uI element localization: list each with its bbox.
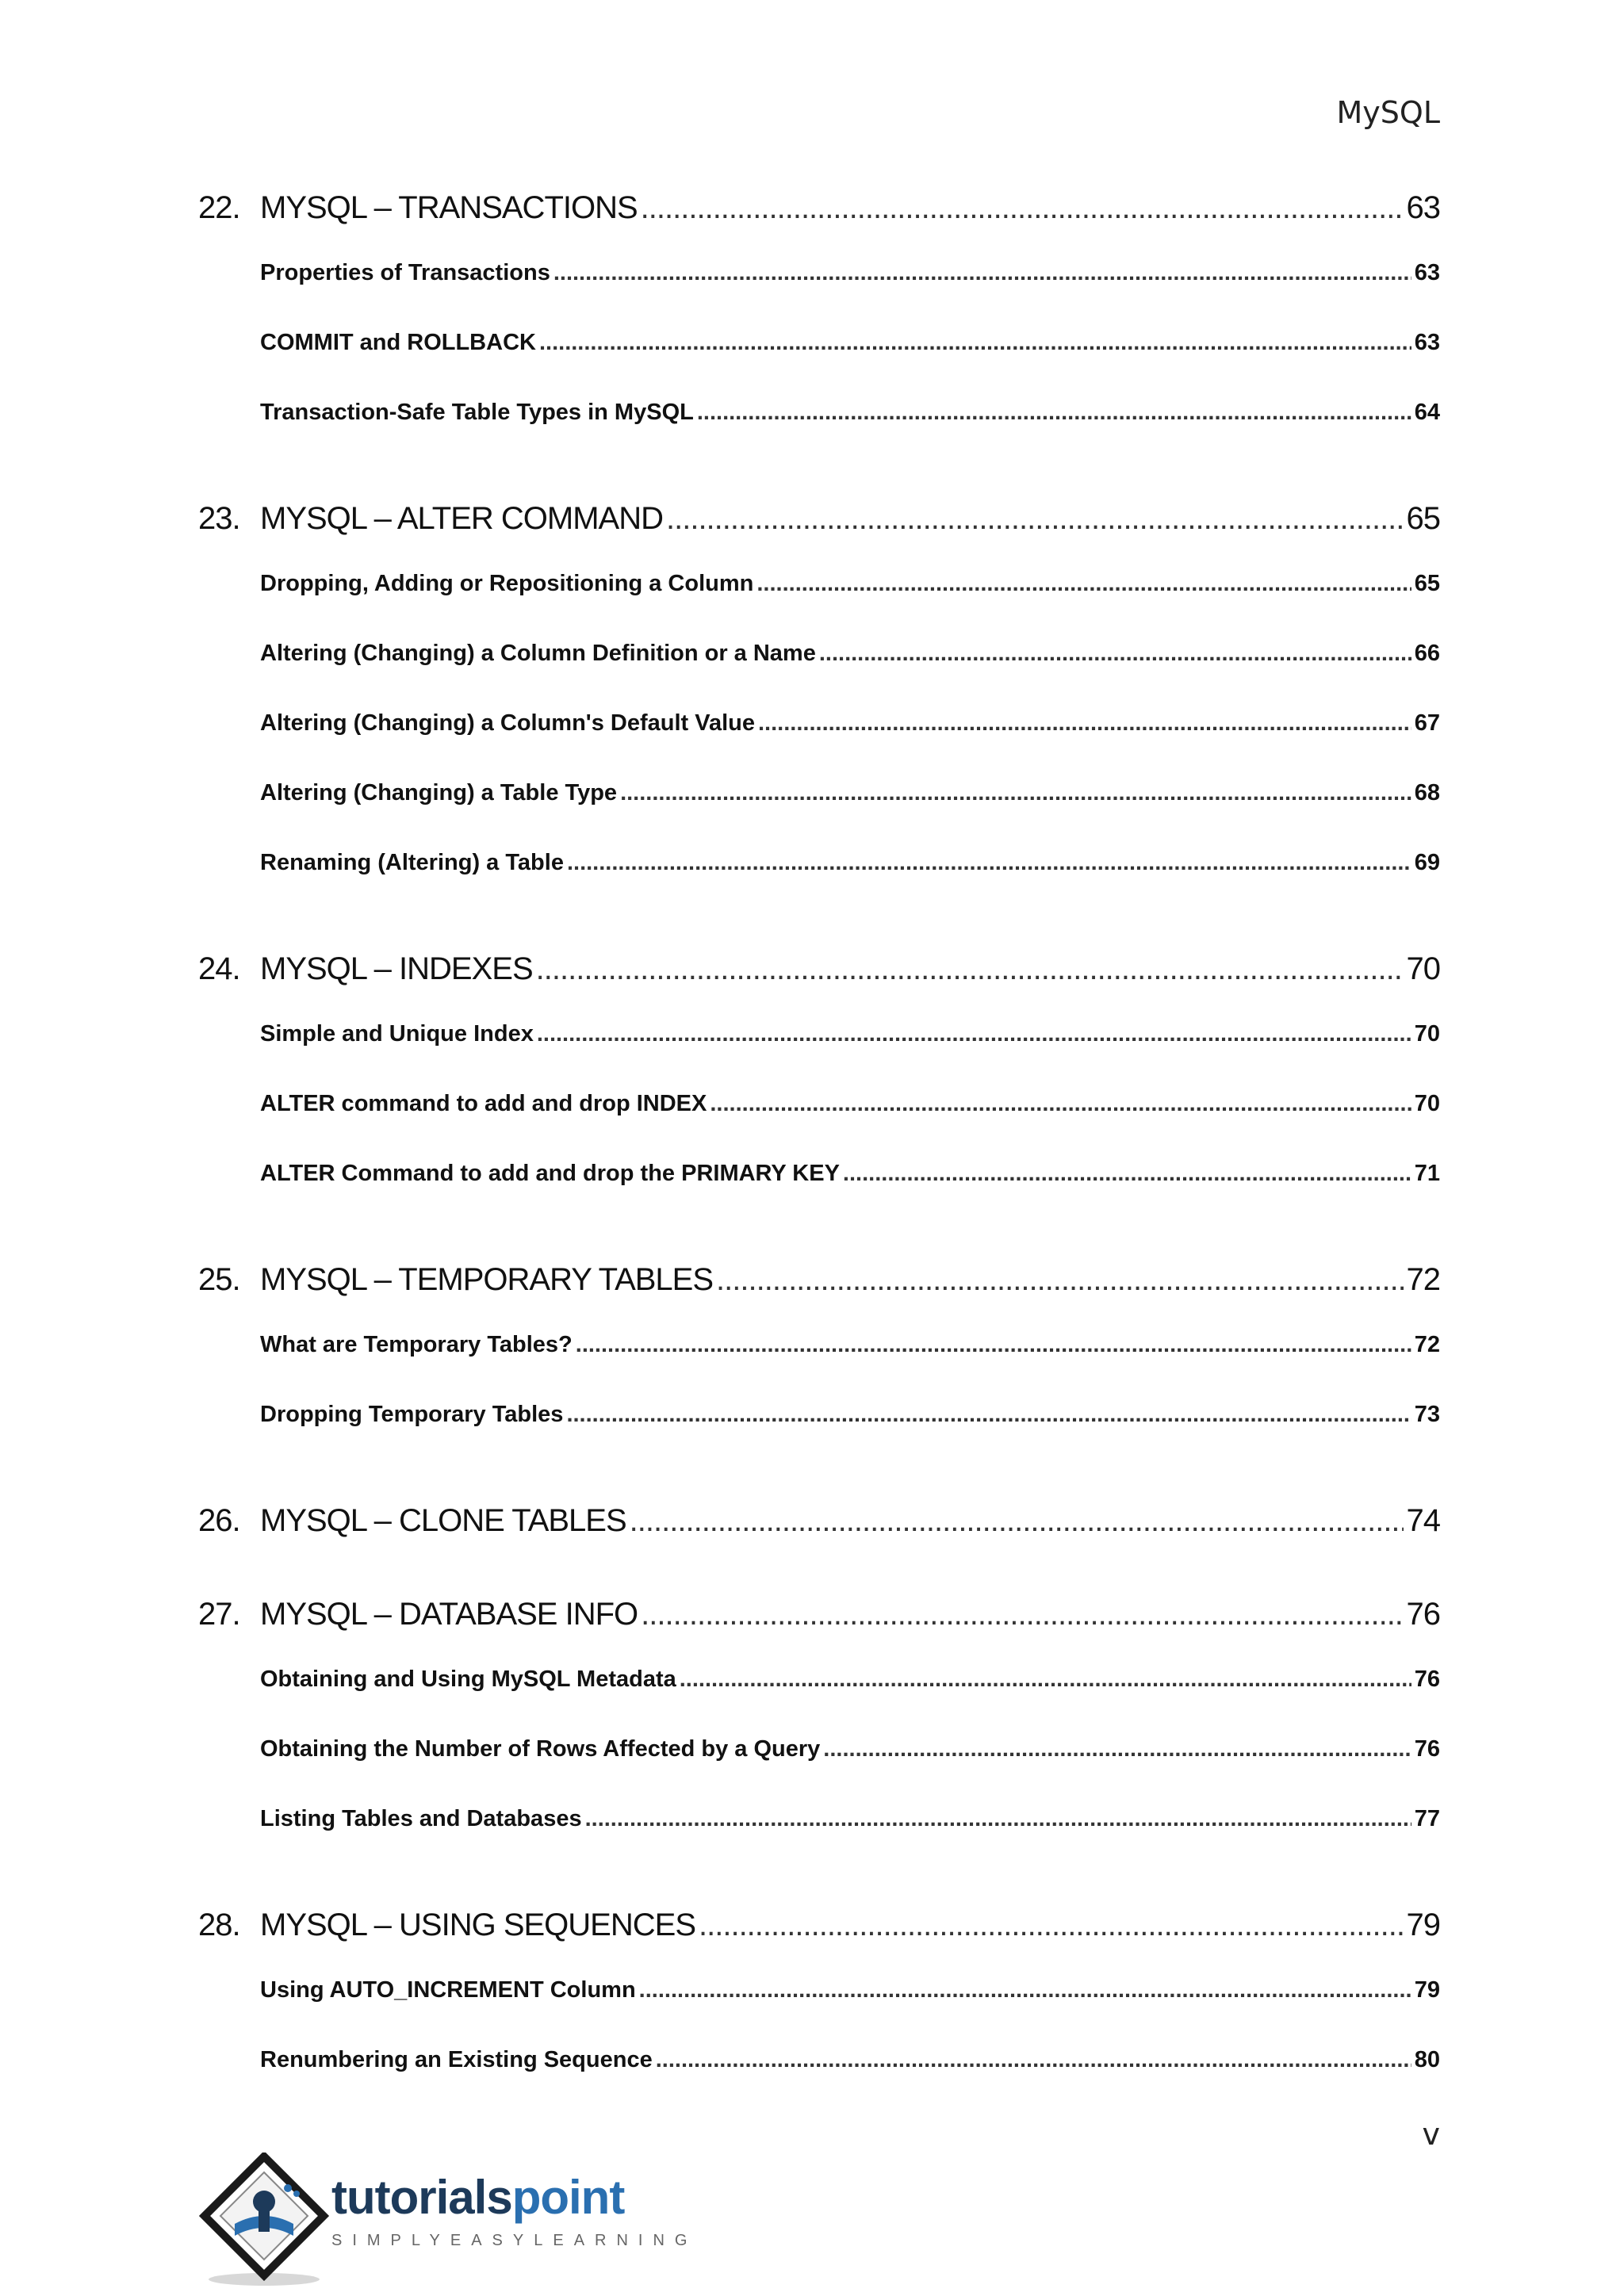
toc-section-entry[interactable] bbox=[198, 400, 1440, 469]
dot-leader bbox=[639, 1977, 1411, 2003]
toc-section-entry[interactable] bbox=[198, 710, 1440, 780]
dot-leader bbox=[567, 850, 1411, 876]
toc-section-entry[interactable] bbox=[198, 330, 1440, 400]
section-title: Dropping, Adding or Repositioning a Column bbox=[260, 571, 754, 596]
chapter-page-number: 63 bbox=[1406, 190, 1440, 225]
section-page-number: 77 bbox=[1414, 1806, 1440, 1831]
section-page-number: 66 bbox=[1414, 641, 1440, 666]
chapter-number: 26. bbox=[198, 1503, 240, 1538]
toc-chapter-entry[interactable] bbox=[198, 1262, 1440, 1318]
toc-section-entry[interactable] bbox=[198, 641, 1440, 710]
tutorialspoint-logo bbox=[197, 2152, 698, 2287]
dot-leader bbox=[716, 1262, 1403, 1298]
dot-leader bbox=[576, 1332, 1411, 1358]
dot-leader bbox=[537, 1021, 1411, 1047]
dot-leader bbox=[620, 780, 1411, 806]
section-title: Altering (Changing) a Column Definition or a Name bbox=[260, 641, 816, 666]
toc-section-entry[interactable] bbox=[198, 1667, 1440, 1736]
dot-leader bbox=[758, 710, 1411, 737]
dot-leader bbox=[641, 1597, 1403, 1632]
chapter-number: 27. bbox=[198, 1597, 240, 1632]
section-title: Altering (Changing) a Column's Default Value bbox=[260, 710, 755, 736]
toc-section-entry[interactable] bbox=[198, 260, 1440, 330]
toc-chapter-entry[interactable] bbox=[198, 1503, 1440, 1559]
toc-chapter-entry[interactable] bbox=[198, 1597, 1440, 1652]
dot-leader bbox=[699, 1908, 1404, 1943]
toc-chapter-entry[interactable] bbox=[198, 951, 1440, 1007]
dot-leader bbox=[656, 2047, 1411, 2073]
section-page-number: 73 bbox=[1414, 1402, 1440, 1427]
logo-tagline: SIMPLYEASYLEARNING bbox=[331, 2232, 698, 2249]
dot-leader bbox=[680, 1667, 1411, 1693]
dot-leader bbox=[823, 1736, 1411, 1762]
section-title: ALTER Command to add and drop the PRIMARY KEY bbox=[260, 1161, 840, 1186]
section-page-number: 63 bbox=[1414, 330, 1440, 355]
section-title: Altering (Changing) a Table Type bbox=[260, 780, 618, 806]
section-title: Obtaining the Number of Rows Affected by a Query bbox=[260, 1736, 821, 1762]
toc-section-entry[interactable] bbox=[198, 1091, 1440, 1161]
dot-leader bbox=[566, 1402, 1411, 1428]
section-title: Simple and Unique Index bbox=[260, 1021, 534, 1047]
section-page-number: 71 bbox=[1414, 1161, 1440, 1186]
dot-leader bbox=[536, 951, 1404, 987]
chapter-number: 24. bbox=[198, 951, 240, 986]
section-page-number: 67 bbox=[1414, 710, 1440, 736]
section-page-number: 79 bbox=[1414, 1977, 1440, 2003]
section-title: Dropping Temporary Tables bbox=[260, 1402, 564, 1427]
chapter-title: MYSQL – TEMPORARY TABLES bbox=[260, 1262, 714, 1297]
dot-leader bbox=[710, 1091, 1411, 1117]
toc-section-entry[interactable] bbox=[198, 1332, 1440, 1402]
chapter-page-number: 70 bbox=[1406, 951, 1440, 986]
running-header: MySQL bbox=[1336, 95, 1440, 130]
section-title: Renumbering an Existing Sequence bbox=[260, 2047, 653, 2072]
chapter-title: MYSQL – INDEXES bbox=[260, 951, 533, 986]
section-title: Renaming (Altering) a Table bbox=[260, 850, 564, 875]
chapter-number: 23. bbox=[198, 501, 240, 536]
dot-leader bbox=[819, 641, 1411, 667]
section-title: Using AUTO_INCREMENT Column bbox=[260, 1977, 636, 2003]
table-of-contents bbox=[198, 190, 1440, 2117]
section-title: Obtaining and Using MySQL Metadata bbox=[260, 1667, 676, 1692]
section-page-number: 70 bbox=[1414, 1021, 1440, 1047]
toc-section-entry[interactable] bbox=[198, 1402, 1440, 1471]
chapter-title: MYSQL – ALTER COMMAND bbox=[260, 501, 663, 536]
toc-chapter-entry[interactable] bbox=[198, 1908, 1440, 1963]
section-page-number: 70 bbox=[1414, 1091, 1440, 1116]
chapter-title: MYSQL – TRANSACTIONS bbox=[260, 190, 638, 225]
section-title: COMMIT and ROLLBACK bbox=[260, 330, 536, 355]
section-title: Transaction-Safe Table Types in MySQL bbox=[260, 400, 694, 425]
dot-leader bbox=[553, 260, 1411, 286]
section-page-number: 76 bbox=[1414, 1667, 1440, 1692]
dot-leader bbox=[756, 571, 1411, 597]
section-title: ALTER command to add and drop INDEX bbox=[260, 1091, 707, 1116]
dot-leader bbox=[585, 1806, 1411, 1832]
chapter-page-number: 74 bbox=[1406, 1503, 1440, 1538]
chapter-number: 28. bbox=[198, 1908, 240, 1942]
toc-chapter-entry[interactable] bbox=[198, 501, 1440, 557]
dot-leader bbox=[630, 1503, 1404, 1539]
chapter-number: 25. bbox=[198, 1262, 240, 1297]
chapter-title: MYSQL – DATABASE INFO bbox=[260, 1597, 638, 1632]
section-page-number: 72 bbox=[1414, 1332, 1440, 1357]
section-title: Properties of Transactions bbox=[260, 260, 550, 285]
dot-leader bbox=[843, 1161, 1411, 1187]
toc-section-entry[interactable] bbox=[198, 2047, 1440, 2117]
section-page-number: 69 bbox=[1414, 850, 1440, 875]
toc-section-entry[interactable] bbox=[198, 850, 1440, 920]
chapter-page-number: 76 bbox=[1406, 1597, 1440, 1632]
section-page-number: 63 bbox=[1414, 260, 1440, 285]
chapter-number: 22. bbox=[198, 190, 240, 225]
toc-section-entry[interactable] bbox=[198, 1021, 1440, 1091]
section-page-number: 80 bbox=[1414, 2047, 1440, 2072]
chapter-title: MYSQL – CLONE TABLES bbox=[260, 1503, 626, 1538]
dot-leader bbox=[666, 501, 1404, 537]
toc-section-entry[interactable] bbox=[198, 1736, 1440, 1806]
toc-section-entry[interactable] bbox=[198, 1161, 1440, 1230]
section-page-number: 65 bbox=[1414, 571, 1440, 596]
toc-chapter-entry[interactable] bbox=[198, 190, 1440, 246]
chapter-page-number: 72 bbox=[1406, 1262, 1440, 1297]
dot-leader bbox=[539, 330, 1411, 356]
logo-diamond-icon bbox=[197, 2152, 331, 2287]
logo-wordmark: tutorialspoint bbox=[331, 2171, 625, 2224]
section-page-number: 64 bbox=[1414, 400, 1440, 425]
toc-section-entry[interactable] bbox=[198, 571, 1440, 641]
toc-section-entry[interactable] bbox=[198, 1806, 1440, 1876]
chapter-page-number: 79 bbox=[1406, 1908, 1440, 1942]
dot-leader bbox=[641, 190, 1404, 226]
section-title: What are Temporary Tables? bbox=[260, 1332, 573, 1357]
toc-section-entry[interactable] bbox=[198, 780, 1440, 850]
section-page-number: 68 bbox=[1414, 780, 1440, 806]
chapter-page-number: 65 bbox=[1406, 501, 1440, 536]
page-number: v bbox=[1422, 2117, 1440, 2152]
section-title: Listing Tables and Databases bbox=[260, 1806, 582, 1831]
dot-leader bbox=[697, 400, 1411, 426]
section-page-number: 76 bbox=[1414, 1736, 1440, 1762]
chapter-title: MYSQL – USING SEQUENCES bbox=[260, 1908, 695, 1942]
toc-section-entry[interactable] bbox=[198, 1977, 1440, 2047]
